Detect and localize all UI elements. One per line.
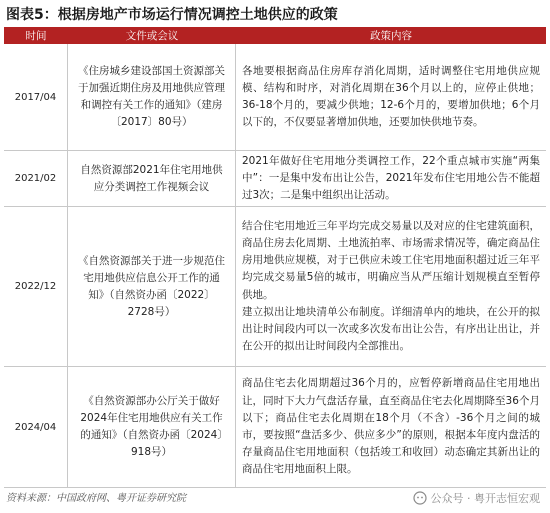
row-content xyxy=(236,44,546,150)
column-header-time: 时间 xyxy=(25,30,47,42)
row-date: 2022/12 xyxy=(4,207,68,366)
content-paragraph: 2021年做好住宅用地分类调控工作，22个重点城市实施“两集中”：一是集中发布出让公告，2021年发布住宅用地公告不能超过3次；二是集中组织出让活动。 xyxy=(242,154,540,202)
wechat-icon xyxy=(413,491,427,505)
row-document: 《自然资源部关于进一步规范住宅用地供应信息公开工作的通知》（自然资办函〔2022〕2728号） xyxy=(68,207,236,366)
row-date: 2017/04 xyxy=(4,44,68,150)
content-paragraph: 商品住宅去化周期超过36个月的，应暂停新增商品住宅用地出让，同时下大力气盘活存量，直至商品住宅去化周期降至36个月以下；商品住宅去化周期在18个月（不含）-36个月之间的城市，要按照“盘活多少、供应多少”的原则，根据本年度内盘活的存量商品住宅用地面积（包括竣工和收回）动态确定其新出让的商品住宅用地面积上限。 xyxy=(242,377,540,476)
page-title: 图表5：根据房地产市场运行情况调控土地供应的政策 xyxy=(6,7,338,23)
table-header xyxy=(4,29,546,44)
table-row xyxy=(4,367,546,488)
content-paragraph: 各地要根据商品住房库存消化周期，适时调整住宅用地供应规模、结构和时序，对消化周期在36个月以上的，应停止供地；36-18个月的，要减少供地；12-6个月的，要增加供地；6个月以下的，不仅要显著增加供地，还要加快供地节奏。 xyxy=(242,64,540,129)
policy-table xyxy=(4,44,546,488)
row-document: 《自然资源部办公厅关于做好2024年住宅用地供应有关工作的通知》（自然资办函〔2024〕918号） xyxy=(68,367,236,487)
table-row xyxy=(4,44,546,151)
content-paragraph: 结合住宅用地近三年平均完成交易量以及对应的住宅建筑面积，商品住房去化周期、土地流拍率、市场需求情况等，确定商品住房用地供应规模，对于已供应未竣工住宅用地面积超过近三年平均完成交易量5倍的城市，明确应当从严压缩计划规模直至暂停供地。 xyxy=(242,219,540,301)
row-date: 2021/02 xyxy=(4,151,68,206)
column-header-content: 政策内容 xyxy=(370,30,412,42)
table-row xyxy=(4,151,546,207)
row-content xyxy=(236,207,546,366)
content-paragraph: 建立拟出让地块清单公布制度。详细清单内的地块，在公开的拟出让时间段内可以一次或多次发布出让公告，有序出让出让，并在公开的拟出让时间段内全部推出。 xyxy=(242,305,540,353)
row-date: 2024/04 xyxy=(4,367,68,487)
column-header-document: 文件或会议 xyxy=(125,30,179,42)
table-row xyxy=(4,207,546,367)
row-content xyxy=(236,151,546,206)
row-document: 自然资源部2021年住宅用地供应分类调控工作视频会议 xyxy=(68,151,236,206)
row-document: 《住房城乡建设部国土资源部关于加强近期住房及用地供应管理和调控有关工作的通知》（建房〔2017〕80号） xyxy=(68,44,236,150)
source-note: 资料来源：中国政府网、粤开证券研究院 xyxy=(6,493,186,504)
watermark xyxy=(413,490,541,506)
watermark-text: 公众号 · 粤开志恒宏观 xyxy=(430,492,540,505)
row-content xyxy=(236,367,546,487)
